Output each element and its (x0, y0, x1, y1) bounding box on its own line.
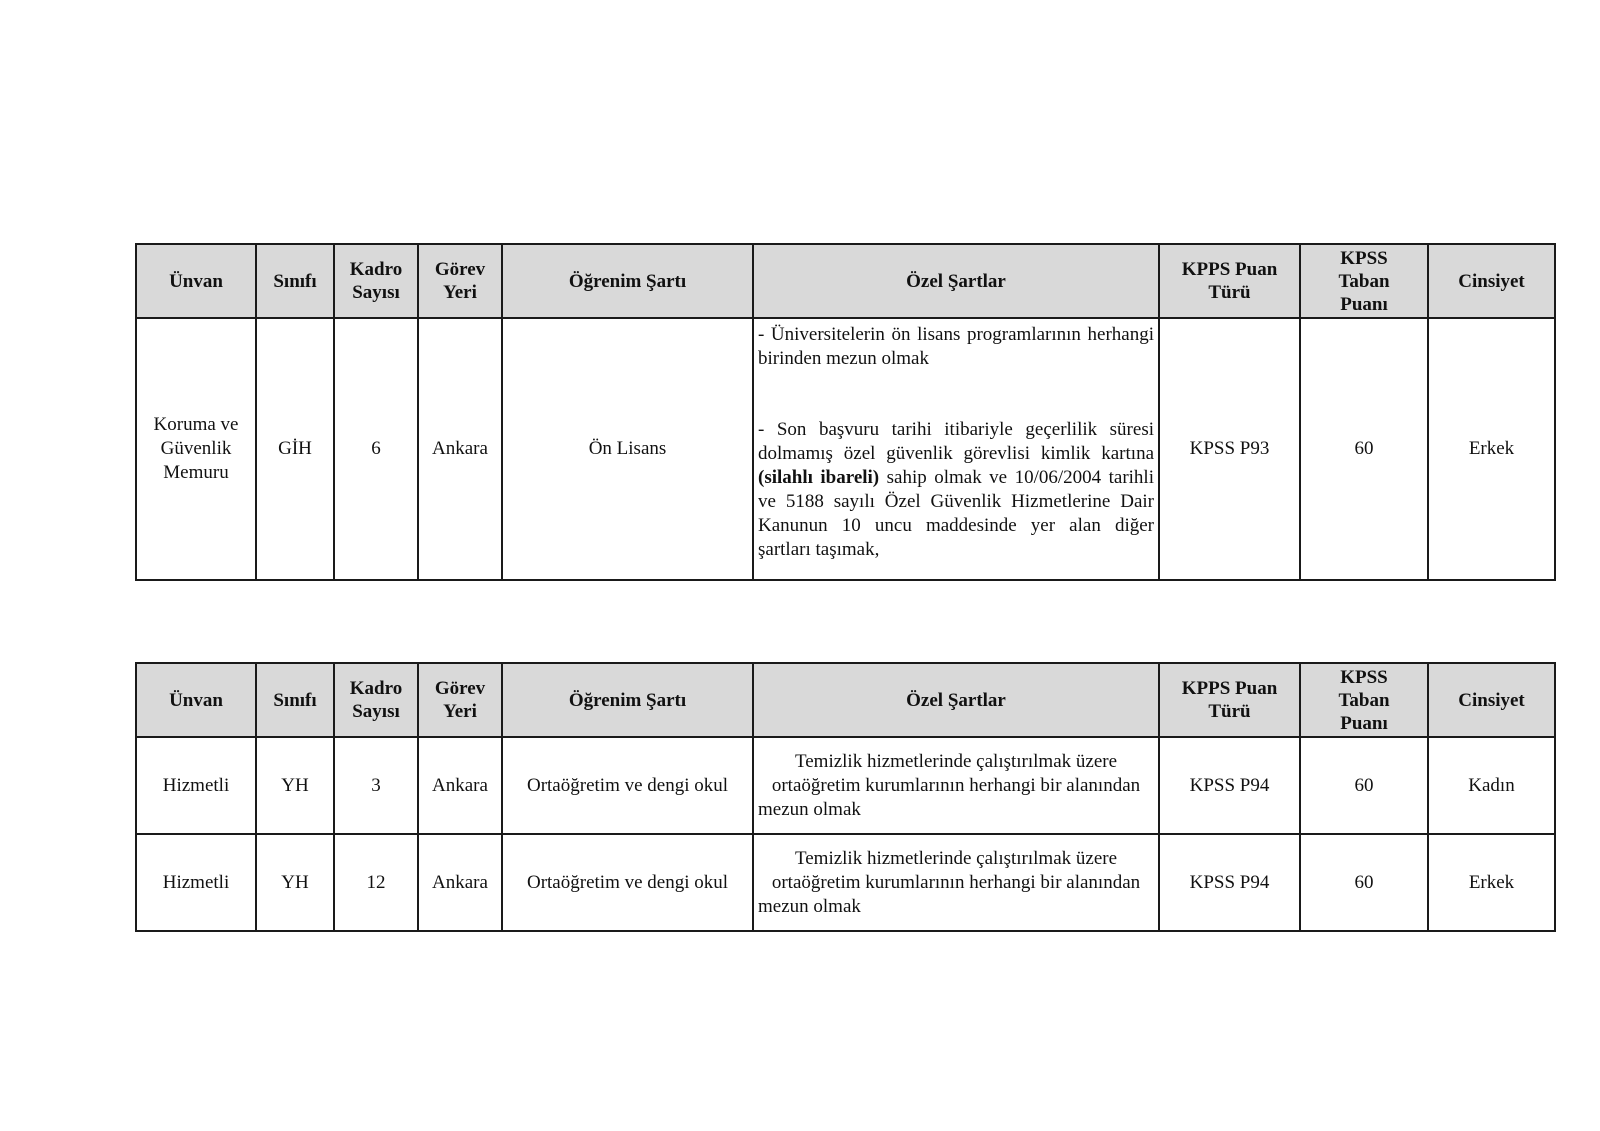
cell-gorev-yeri: Ankara (418, 737, 502, 834)
header-gorev-yeri (418, 244, 502, 318)
cell-unvan (136, 318, 256, 580)
cell-puan-turu: KPSS P93 (1159, 318, 1300, 580)
unvan-line2: Güvenlik (160, 438, 232, 459)
cell-ogrenim-sarti: Ortaöğretim ve dengi okul (502, 834, 753, 931)
header-puan-turu (1159, 663, 1300, 737)
table-row (136, 737, 1555, 834)
table-row (136, 318, 1555, 580)
header-gorev-line2: Yeri (443, 282, 477, 303)
cell-ozel-sartlar (753, 318, 1159, 580)
unvan-line1: Koruma ve (153, 414, 239, 435)
header-puan-turu-line2: Türü (1208, 701, 1251, 722)
header-ogrenim-sarti: Öğrenim Şartı (502, 663, 753, 737)
cell-ozel-sartlar: Temizlik hizmetlerinde çalıştırılmak üzere ortaöğretim kurumlarının herhangi bir alanından mezun olmak (753, 834, 1159, 931)
table-row (136, 834, 1555, 931)
ozel-p2-before: - Son başvuru tarihi itibariyle geçerlilik süresi dolmamış özel güvenlik görevlisi kimlik kartına (758, 419, 1154, 464)
header-taban-line1: KPSS (1340, 247, 1388, 269)
cell-cinsiyet: Kadın (1428, 737, 1555, 834)
header-kadro-line1: Kadro (349, 678, 403, 699)
cell-gorev-yeri: Ankara (418, 318, 502, 580)
header-cinsiyet: Cinsiyet (1428, 663, 1555, 737)
header-gorev-line1: Görev (434, 678, 486, 699)
header-cinsiyet: Cinsiyet (1428, 244, 1555, 318)
header-taban-puani (1300, 244, 1428, 318)
cell-sinifi: GİH (256, 318, 334, 580)
ozel-p2-after: sahip olmak ve 10/06/2004 tarihli ve 5188 sayılı Özel Güvenlik Hizmetlerine Dair Kanunun 10 uncu maddesinde yer alan diğer şartları taşımak, (758, 467, 1154, 560)
header-taban-line2: Taban (1338, 689, 1390, 711)
header-puan-turu-line1: KPPS Puan (1181, 678, 1278, 699)
header-gorev-yeri (418, 663, 502, 737)
header-gorev-line2: Yeri (443, 701, 477, 722)
cell-cinsiyet: Erkek (1428, 318, 1555, 580)
header-taban-line3: Puanı (1340, 293, 1388, 315)
cell-ogrenim-sarti: Ön Lisans (502, 318, 753, 580)
header-ozel-sartlar: Özel Şartlar (753, 244, 1159, 318)
header-kadro-line2: Sayısı (352, 282, 400, 303)
ozel-paragraph-2 (758, 418, 1154, 562)
header-puan-turu-line1: KPPS Puan (1181, 259, 1278, 280)
header-puan-turu (1159, 244, 1300, 318)
cell-kadro-sayisi: 3 (334, 737, 418, 834)
cell-puan-turu: KPSS P94 (1159, 737, 1300, 834)
header-gorev-line1: Görev (434, 259, 486, 280)
kadro-table-hizmetli (135, 662, 1556, 932)
header-kadro-sayisi (334, 244, 418, 318)
header-sinifi: Sınıfı (256, 244, 334, 318)
cell-unvan: Hizmetli (136, 834, 256, 931)
ozel-p2-bold: (silahlı ibareli) (758, 467, 880, 488)
cell-taban-puani: 60 (1300, 737, 1428, 834)
table-header-row (136, 244, 1555, 318)
header-taban-line3: Puanı (1340, 712, 1388, 734)
cell-cinsiyet: Erkek (1428, 834, 1555, 931)
unvan-line3: Memuru (163, 462, 229, 483)
cell-unvan: Hizmetli (136, 737, 256, 834)
ozel-paragraph-1: - Üniversitelerin ön lisans programlarının herhangi birinden mezun olmak (758, 324, 1154, 369)
cell-gorev-yeri: Ankara (418, 834, 502, 931)
header-sinifi: Sınıfı (256, 663, 334, 737)
header-ogrenim-sarti: Öğrenim Şartı (502, 244, 753, 318)
cell-kadro-sayisi: 12 (334, 834, 418, 931)
cell-sinifi: YH (256, 737, 334, 834)
header-unvan: Ünvan (136, 244, 256, 318)
cell-taban-puani: 60 (1300, 318, 1428, 580)
header-taban-line1: KPSS (1340, 666, 1388, 688)
table-header-row (136, 663, 1555, 737)
header-taban-puani (1300, 663, 1428, 737)
header-kadro-line2: Sayısı (352, 701, 400, 722)
cell-kadro-sayisi: 6 (334, 318, 418, 580)
header-ozel-sartlar: Özel Şartlar (753, 663, 1159, 737)
cell-taban-puani: 60 (1300, 834, 1428, 931)
cell-puan-turu: KPSS P94 (1159, 834, 1300, 931)
kadro-table-koruma (135, 243, 1556, 581)
header-unvan: Ünvan (136, 663, 256, 737)
header-kadro-sayisi (334, 663, 418, 737)
cell-ozel-sartlar: Temizlik hizmetlerinde çalıştırılmak üzere ortaöğretim kurumlarının herhangi bir alanından mezun olmak (753, 737, 1159, 834)
header-kadro-line1: Kadro (349, 259, 403, 280)
header-puan-turu-line2: Türü (1208, 282, 1251, 303)
cell-ogrenim-sarti: Ortaöğretim ve dengi okul (502, 737, 753, 834)
header-taban-line2: Taban (1338, 270, 1390, 292)
cell-sinifi: YH (256, 834, 334, 931)
